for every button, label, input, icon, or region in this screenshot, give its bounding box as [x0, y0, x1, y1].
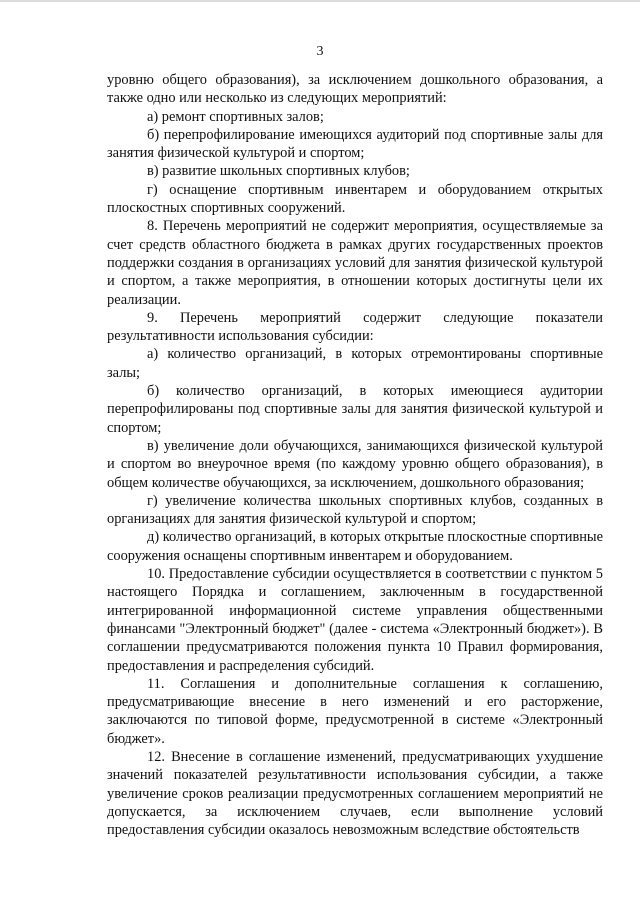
- paragraph-9-item-c: в) увеличение доли обучающихся, занимающихся физической культурой и спортом во внеурочное время (по каждому уровню общего образования), в общем количестве обучающихся, за исключением, дошкольного образования;: [107, 437, 603, 491]
- paragraph-9-item-e: д) количество организаций, в которых открытые плоскостные спортивные сооружения оснащены спортивным инвентарем и оборудованием.: [107, 529, 603, 564]
- paragraph-8: 8. Перечень мероприятий не содержит мероприятия, осуществляемые за счет средств областного бюджета в рамках других государственных проектов поддержки создания в организациях условий для занятия физической культурой и спортом, а также мероприятия, в отношении которых достигнуты цели их реализации.: [107, 218, 603, 308]
- paragraph-11: 11. Соглашения и дополнительные соглашения к соглашению, предусматривающие внесение в него изменений и его расторжение, заключаются по типовой форме, предусмотренной в системе «Электронный бюджет».: [107, 675, 603, 747]
- paragraph-9-item-b: б) количество организаций, в которых имеющиеся аудитории перепрофилированы под спортивные залы для занятия физической культурой и спортом;: [107, 383, 603, 436]
- paragraph-12: 12. Внесение в соглашение изменений, предусматривающих ухудшение значений показателей результативности использования субсидии, а также увеличение сроков реализации предусмотренных соглашением мероприятий не допускается, за исключением случаев, если выполнение условий предоставления субсидии оказалось невозможным вследствие обстоятельств: [107, 748, 603, 839]
- paragraph-item-b: б) перепрофилирование имеющихся аудиторий под спортивные залы для занятия физической культурой и спортом;: [107, 126, 603, 162]
- paragraph-item-d: г) оснащение спортивным инвентарем и оборудованием открытых плоскостных спортивных сооружений.: [107, 181, 603, 217]
- paragraph-continuation: уровню общего образования), за исключением дошкольного образования, а также одно или несколько из следующих мероприятий:: [107, 72, 603, 107]
- paragraph-9-item-d: г) увеличение количества школьных спортивных клубов, созданных в организациях для занятия физической культурой и спортом;: [107, 492, 603, 528]
- paragraph-9-item-a: а) количество организаций, в которых отремонтированы спортивные залы;: [107, 346, 603, 381]
- document-body: [107, 71, 603, 839]
- paragraph-item-a: а) ремонт спортивных залов;: [147, 108, 324, 125]
- page-number: 3: [316, 44, 324, 59]
- paragraph-item-c: в) развитие школьных спортивных клубов;: [147, 163, 410, 180]
- paragraph-9: 9. Перечень мероприятий содержит следующие показатели результативности использования субсидии:: [107, 309, 603, 345]
- top-edge-line: [0, 0, 640, 2]
- paragraph-10: 10. Предоставление субсидии осуществляется в соответствии с пунктом 5 настоящего Порядка и соглашением, заключенным в государственной интегрированной информационной системе управления общественными финансами "Электронный бюджет" (далее - система «Электронный бюджет»). В соглашении предусматриваются положения пункта 10 Правил формирования, предоставления и распределения субсидий.: [107, 566, 603, 674]
